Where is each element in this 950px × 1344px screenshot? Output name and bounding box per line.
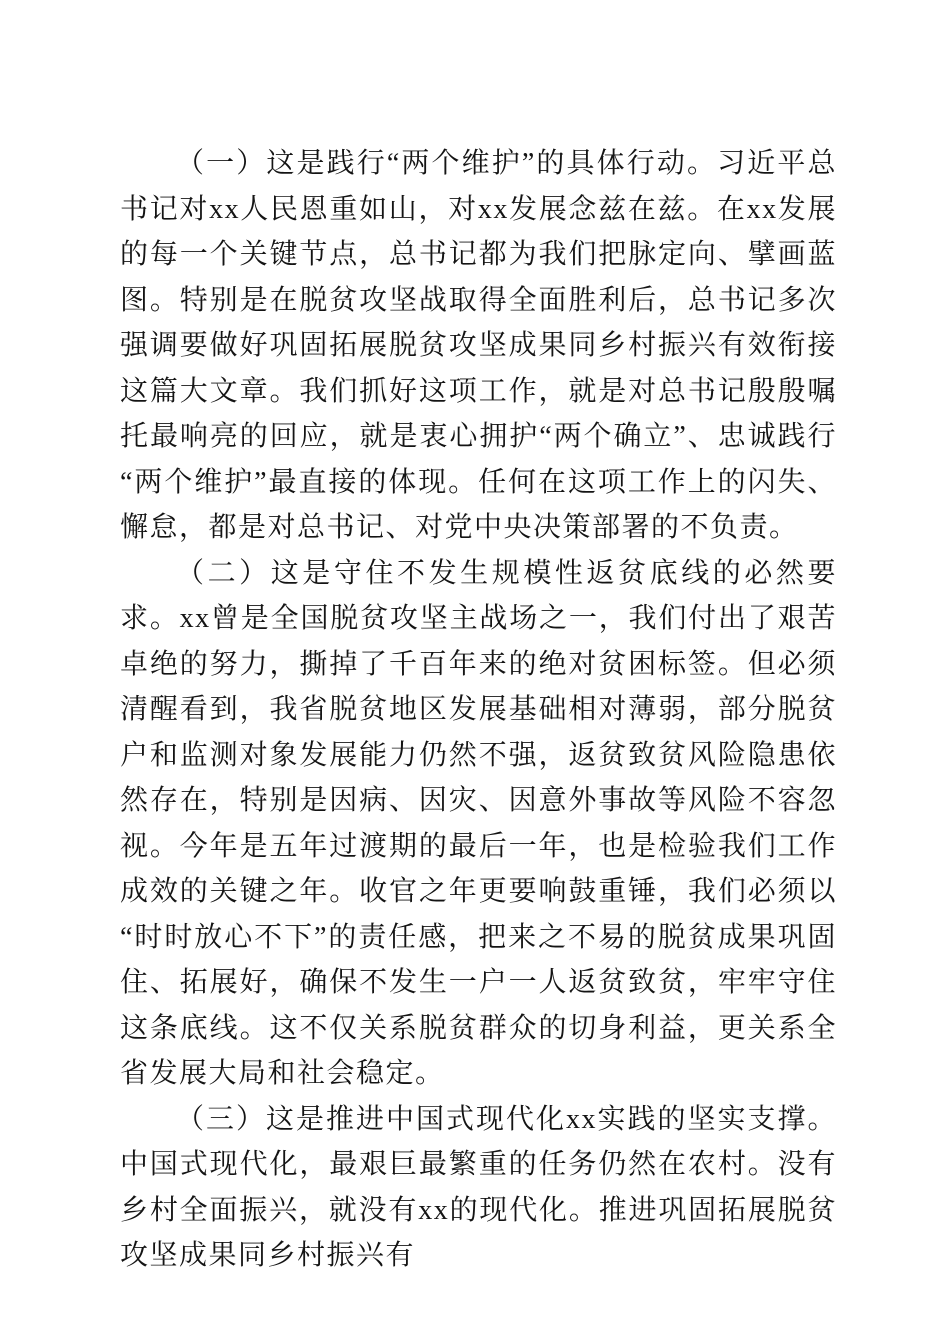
paragraph-2-lead: （二）这是守住不发生规模性返贫底线的必然要求。 — [120, 557, 837, 634]
paragraph-3 — [120, 1097, 837, 1279]
paragraph-1-lead: （一）这是践行“两个维护”的具体行动。 — [176, 148, 718, 179]
paragraph-3-text: 中国式现代化，最艰巨最繁重的任务仍然在农村。没有乡村全面振兴，就没有xx的现代化。推进巩固拓展脱贫攻坚成果同乡村振兴有 — [120, 1149, 837, 1271]
paragraph-3-lead: （三）这是推进中国式现代化xx实践的坚实支撑。 — [176, 1103, 837, 1135]
paragraph-1-text: 习近平总书记对xx人民恩重如山，对xx发展念兹在兹。在xx发展的每一个关键节点，总书记都为我们把脉定向、擘画蓝图。特别是在脱贫攻坚战取得全面胜利后，总书记多次强调要做好巩固拓展脱贫攻坚成果同乡村振兴有效衔接这篇大文章。我们抓好这项工作，就是对总书记殷殷嘱托最响亮的回应，就是衷心拥护“两个确立”、忠诚践行“两个维护”最直接的体现。任何在这项工作上的闪失、懈怠，都是对总书记、对党中央决策部署的不负责。 — [120, 148, 837, 543]
paragraph-2 — [120, 551, 837, 1097]
paragraph-2-text: xx曾是全国脱贫攻坚主战场之一，我们付出了艰苦卓绝的努力，撕掉了千百年来的绝对贫困标签。但必须清醒看到，我省脱贫地区发展基础相对薄弱，部分脱贫户和监测对象发展能力仍然不强，返贫致贫风险隐患依然存在，特别是因病、因灾、因意外事故等风险不容忽视。今年是五年过渡期的最后一年，也是检验我们工作成效的关键之年。收官之年更要响鼓重锤，我们必须以“时时放心不下”的责任感，把来之不易的脱贫成果巩固住、拓展好，确保不发生一户一人返贫致贫，牢牢守住这条底线。这不仅关系脱贫群众的切身利益，更关系全省发展大局和社会稳定。 — [120, 603, 837, 1089]
paragraph-1 — [120, 141, 837, 551]
